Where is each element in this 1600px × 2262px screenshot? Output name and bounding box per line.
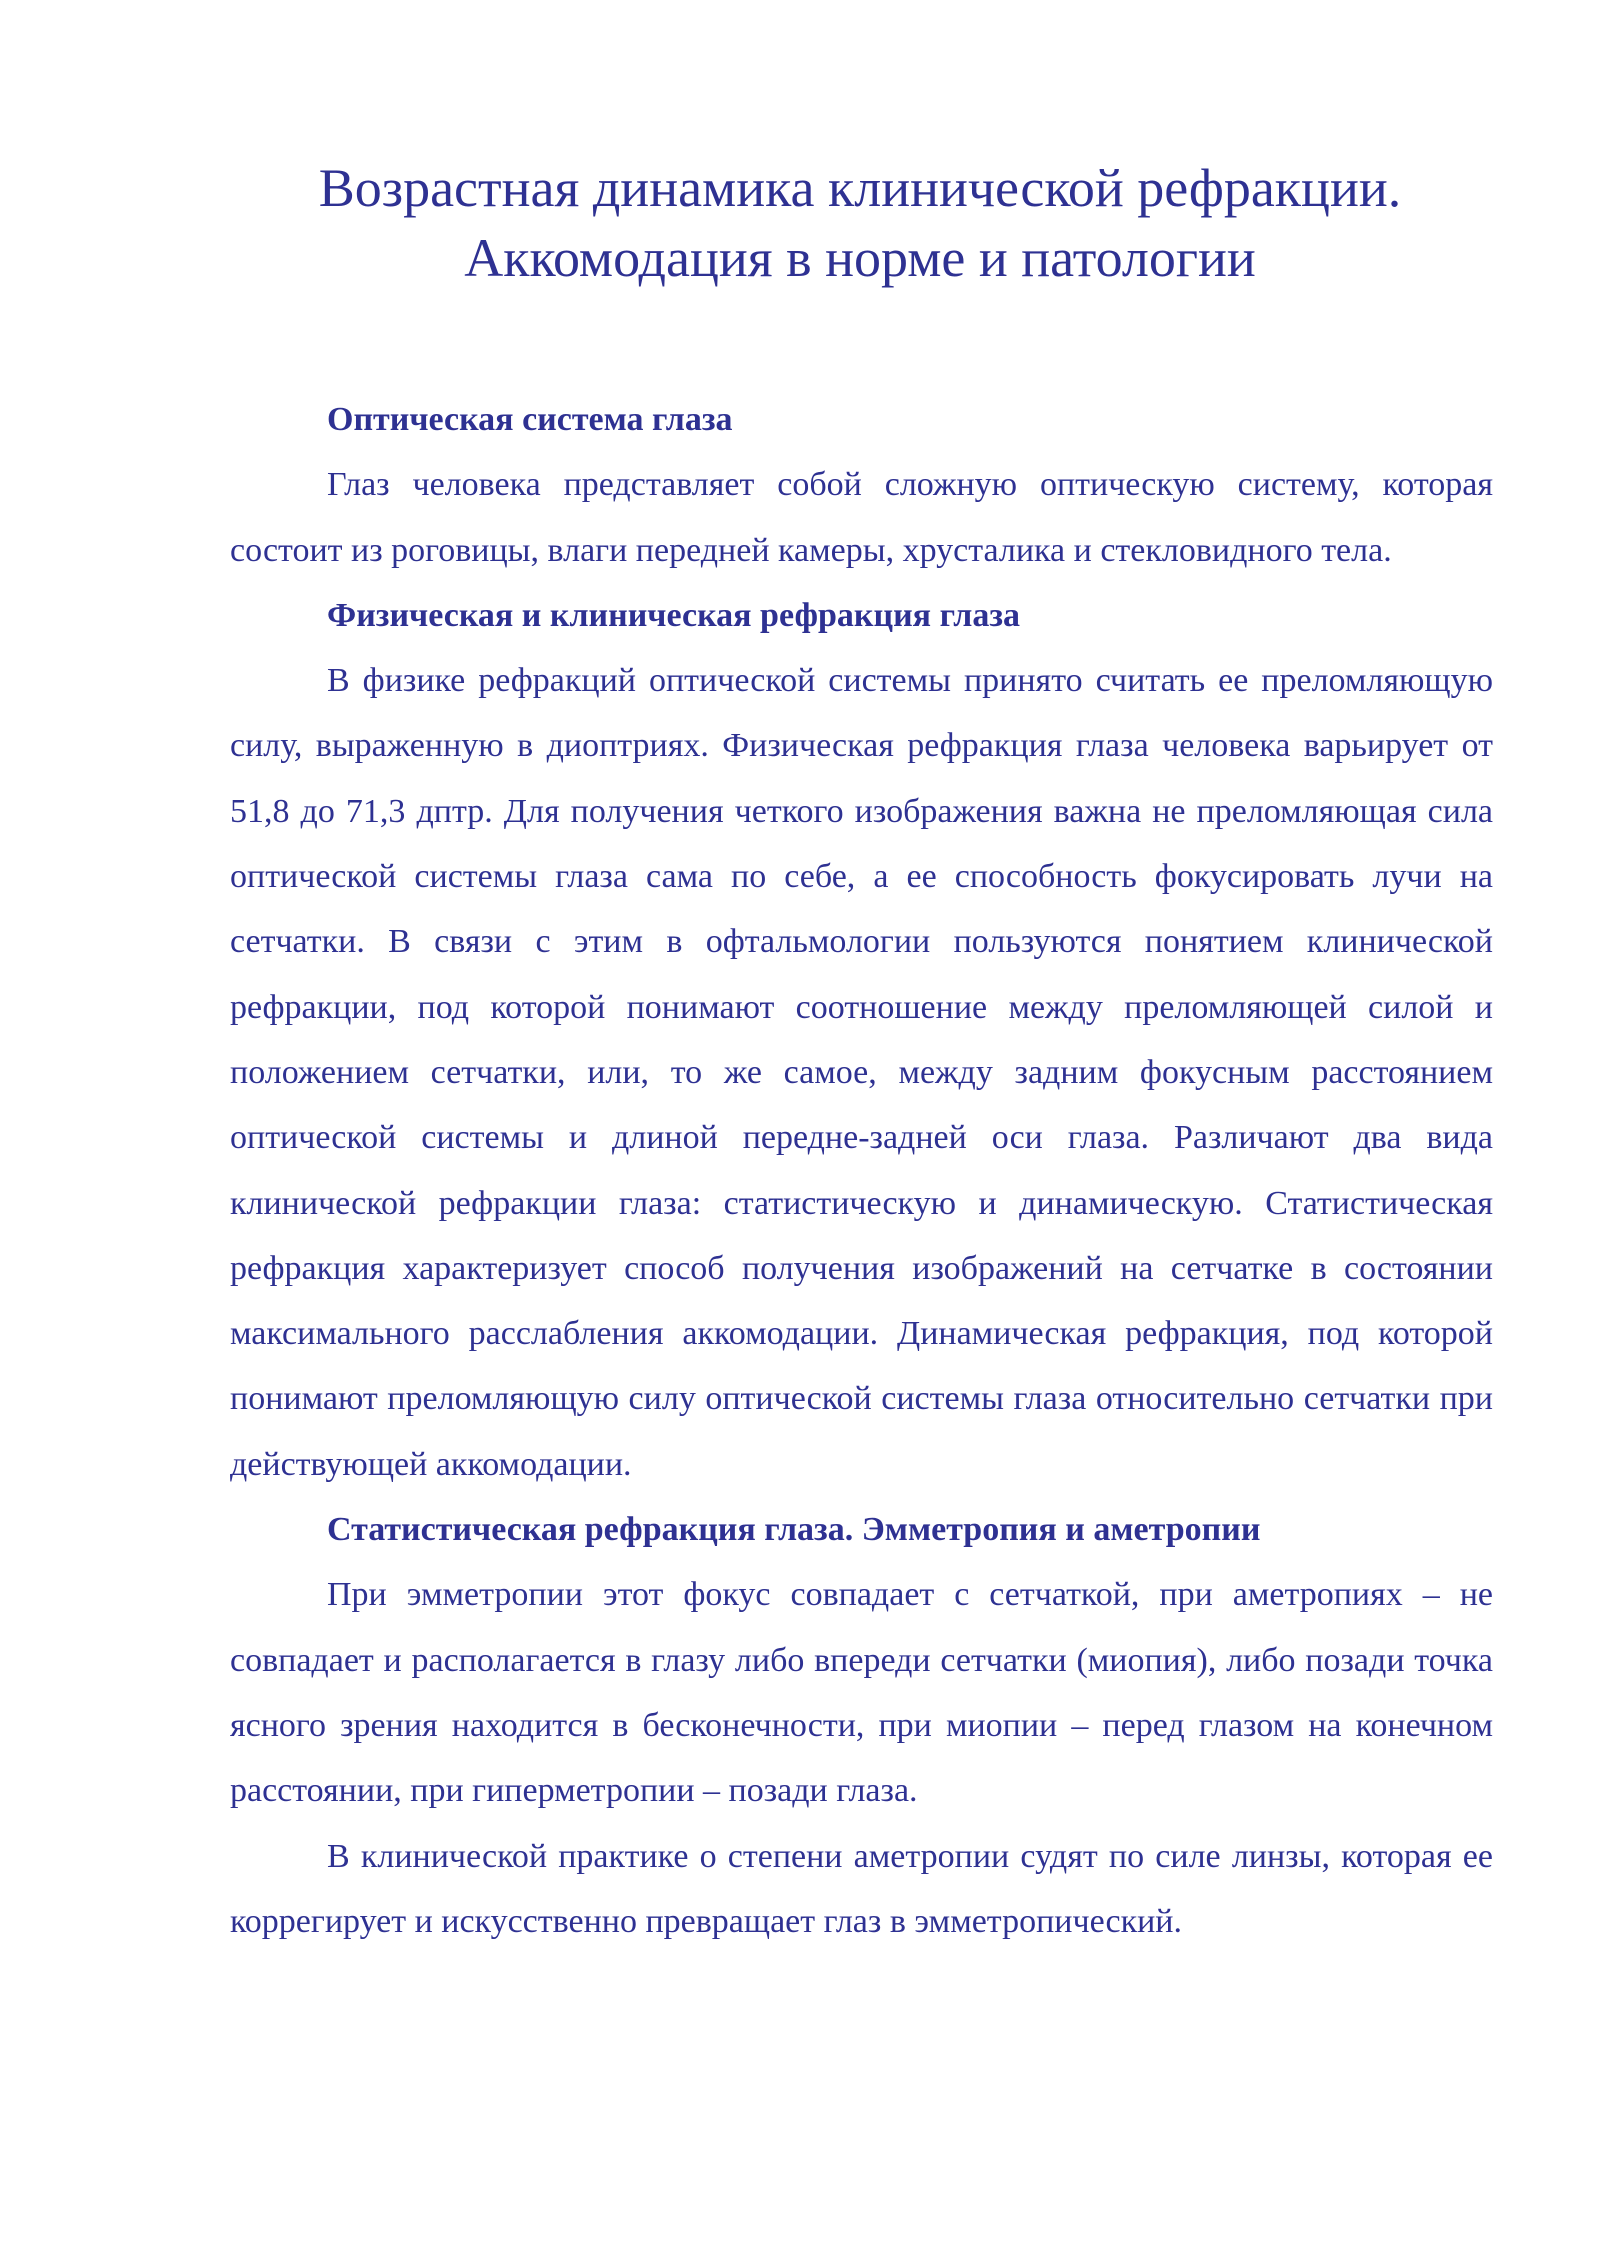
page-title-line-2: Аккомодация в норме и патологии <box>464 228 1256 288</box>
section-heading-optical-system: Оптическая система глаза <box>327 401 733 438</box>
page-title <box>230 153 1490 293</box>
document-body <box>230 387 1493 1954</box>
section-heading-physical-clinical-refraction: Физическая и клиническая рефракция глаза <box>327 596 1021 634</box>
page-title-line-1: Возрастная динамика клинической рефракции. <box>318 158 1402 218</box>
paragraph-optical-system: Глаз человека представляет собой сложную оптическую систему, которая состоит из роговицы, влаги передней камеры, хрусталика и стекловидного тела. <box>230 466 1493 569</box>
paragraph-clinical-practice: В клинической практике о степени аметропии судят по силе линзы, которая ее коррегирует и искусственно превращает глаз в эмметропический. <box>230 1837 1493 1940</box>
paragraph-emmetropia: При эмметропии этот фокус совпадает с сетчаткой, при аметропиях – не совпадает и располагается в глазу либо впереди сетчатки (миопия), либо позади точка ясного зрения находится в бесконечности, при миопии – перед глазом на конечном расстоянии, при гиперметропии – позади глаза. <box>230 1576 1493 1810</box>
section-heading-static-refraction: Статистическая рефракция глаза. Эмметропия и аметропии <box>327 1511 1261 1549</box>
paragraph-physical-clinical-refraction: В физике рефракций оптической системы принято считать ее преломляющую силу, выраженную в диоптриях. Физическая рефракция глаза человека варьирует от 51,8 до 71,3 дптр. Для получения четкого изображения важна не преломляющая сила оптической системы глаза сама по себе, а ее способность фокусировать лучи на сетчатки. В связи с этим в офтальмологии пользуются понятием клинической рефракции, под которой понимают соотношение между преломляющей силой и положением сетчатки, или, то же самое, между задним фокусным расстоянием оптической системы и длиной передне-задней оси глаза. Различают два вида клинической рефракции глаза: статистическую и динамическую. Статистическая рефракция характеризует способ получения изображений на сетчатке в состоянии максимального расслабления аккомодации. Динамическая рефракция, под которой понимают преломляющую силу оптической системы глаза относительно сетчатки при действующей аккомодации. <box>230 662 1493 1483</box>
